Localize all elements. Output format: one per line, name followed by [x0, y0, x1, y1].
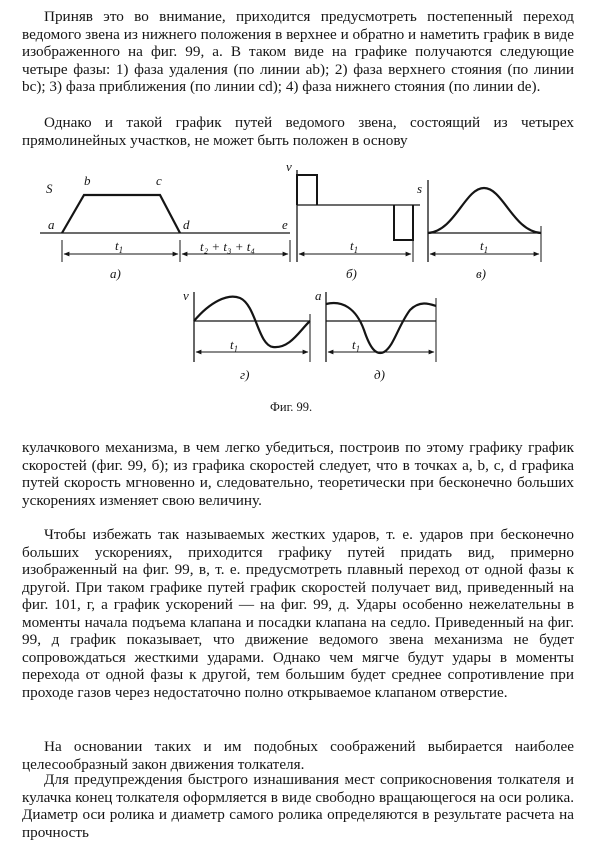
- panel-d-label: г): [240, 367, 250, 382]
- panel-a-label: а): [110, 266, 121, 281]
- panel-c-axis-label: s: [417, 181, 423, 196]
- paragraph-shocks: Чтобы избежать так называемых жестких ударов, т. е. ударов при бесконечно больших ускорениях, приходится графику путей придать вид, примерно изображенный на фиг. 99, в, т. е. предусмотреть плавный переход от одной фазы к другой. При таком графике путей график скоростей получает вид, приведенный на фиг. 101, г, а график ускорений — на фиг. 99, д. Удары особенно нежелательны в моменты начала подъема клапана и посадки клапана на седло. Приведенный на фиг. 99, д график показывает, что движение ведомого звена механизма не будет сопровождаться жесткими ударами. Однако чем мягче будут удары в моменты перехода от одной фазы к другой, тем большим будет среднее сопротивление при проходе газов через недостаточно полно открываемое клапаном отверстие.: [22, 526, 574, 701]
- panel-a-axis-label: S: [46, 181, 53, 196]
- figure-caption: Фиг. 99.: [270, 400, 313, 414]
- panel-e-t1: $t_1$: [352, 337, 361, 354]
- panel-c-t1: $t_1$: [480, 238, 489, 255]
- point-a-label: a: [48, 217, 55, 232]
- panel-e-axis-label: a: [315, 288, 322, 303]
- panel-a-t1: $t_1$: [115, 238, 124, 255]
- panel-d-t1: $t_1$: [230, 337, 239, 354]
- panel-d-velocity-graph: [194, 292, 310, 362]
- paragraph-velocity: кулачкового механизма, в чем легко убедиться, построив по этому графику график скоростей (фиг. 99, б); из графика скоростей следует, что в точках a, b, c, d графика путей скорость мгновенно и, следовательно, теоретически при бесконечно больших ускорениях изменяет свою величину.: [22, 439, 574, 509]
- panel-e-label: д): [374, 367, 385, 382]
- panel-b-axis-label: v: [286, 159, 292, 174]
- paragraph-roller: Для предупреждения быстрого изнашивания мест соприкосновения толкателя и кулачка конец толкателя оформляется в виде свободно вращающегося на оси ролика. Диаметр оси ролика и диаметр самого ролика определяются в результате расчета на прочность: [22, 771, 574, 841]
- paragraph-phases: Приняв это во внимание, приходится предусмотреть постепенный переход ведомого звена из нижнего положения в верхнее и обратно и наметить график в виде изображенного на фиг. 99, а. В таком виде на графике получаются следующие четыре фазы: 1) фаза удаления (по линии ab); 2) фаза верхнего стояния (по линии bc); 3) фаза приближения (по линии cd); 4) фаза нижнего стояния (по линии de).: [22, 8, 574, 95]
- panel-b-velocity-graph: [297, 170, 423, 262]
- panel-c-label: в): [476, 266, 486, 281]
- point-d-label: d: [183, 217, 190, 232]
- panel-a-t-rest: t₂ + t₃ + t₄: [200, 239, 255, 254]
- panel-b-label: б): [346, 266, 357, 281]
- panel-d-axis-label: v: [183, 288, 189, 303]
- point-c-label: c: [156, 173, 162, 188]
- point-e-label: e: [282, 217, 288, 232]
- panel-b-t1: $t_1$: [350, 238, 359, 255]
- paragraph-law: На основании таких и им подобных соображений выбирается наиболее целесообразный закон движения толкателя.: [22, 738, 574, 773]
- paragraph-path-graph: Однако и такой график путей ведомого звена, состоящий из четырех прямолинейных участков, не может быть положен в основу: [22, 114, 574, 149]
- point-b-label: b: [84, 173, 91, 188]
- panel-e-acceleration-graph: [326, 292, 436, 362]
